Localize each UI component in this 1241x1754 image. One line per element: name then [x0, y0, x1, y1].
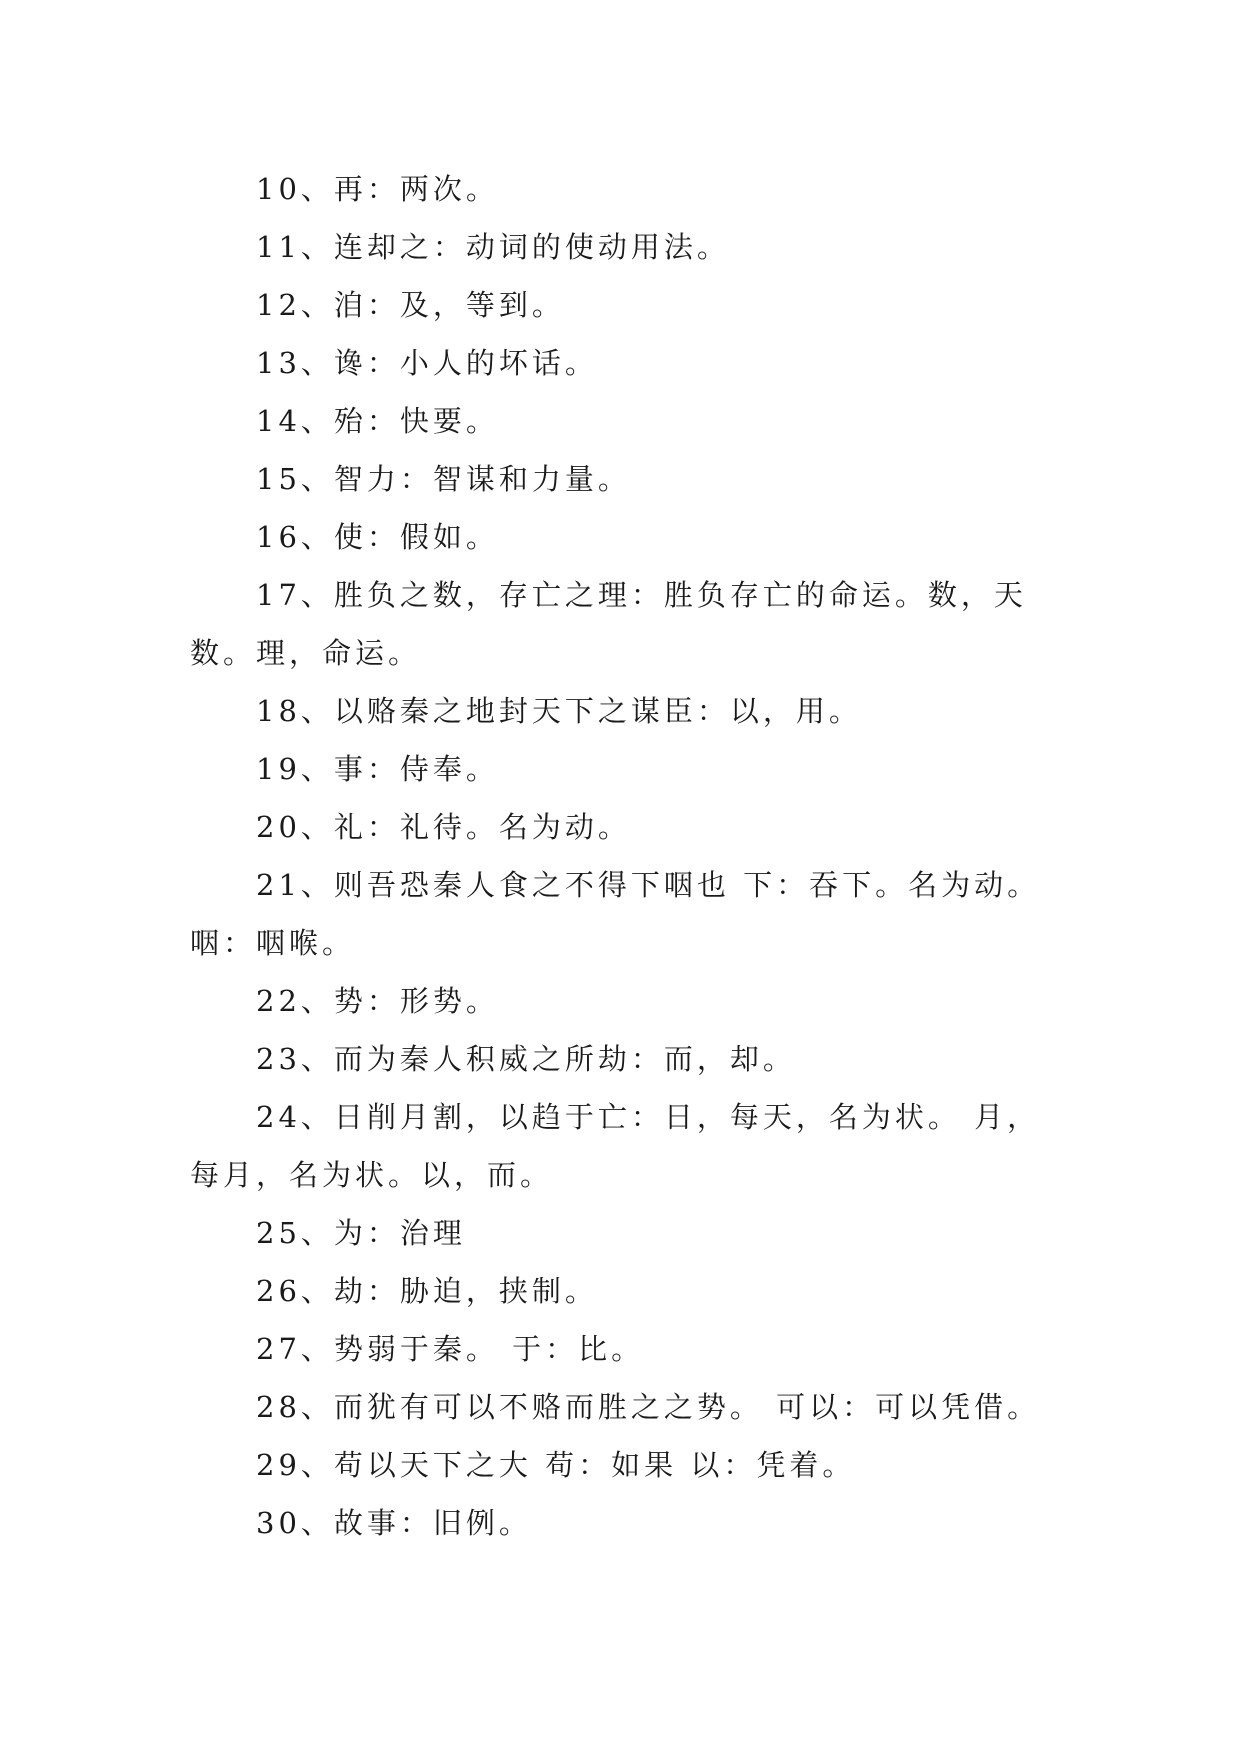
annotation-item-14: 14、殆：快要。 [256, 404, 499, 438]
annotation-item-22: 22、势：形势。 [256, 984, 499, 1018]
annotation-item-29: 29、苟以天下之大 苟：如果 以：凭着。 [256, 1448, 856, 1482]
annotation-list [190, 160, 1070, 1552]
annotation-item-11: 11、连却之：动词的使动用法。 [256, 230, 730, 264]
annotation-item-15: 15、智力：智谋和力量。 [256, 462, 631, 496]
annotation-item-12: 12、洎：及，等到。 [256, 288, 565, 322]
annotation-item-24: 24、日削月割，以趋于亡：日，每天，名为状。 月，每月，名为状。以，而。 [190, 1100, 1041, 1192]
annotation-item-13: 13、谗：小人的坏话。 [256, 346, 598, 380]
annotation-item-16: 16、使：假如。 [256, 520, 499, 554]
annotation-item-28: 28、而犹有可以不赂而胜之之势。 可以：可以凭借。 [256, 1390, 1041, 1424]
annotation-item-27: 27、势弱于秦。 于：比。 [256, 1332, 645, 1366]
annotation-item-19: 19、事：侍奉。 [256, 752, 499, 786]
annotation-item-23: 23、而为秦人积威之所劫：而，却。 [256, 1042, 796, 1076]
annotation-item-21: 21、则吾恐秦人食之不得下咽也 下：吞下。名为动。咽：咽喉。 [190, 868, 1041, 960]
annotation-item-20: 20、礼：礼待。名为动。 [256, 810, 631, 844]
annotation-item-17: 17、胜负之数，存亡之理：胜负存亡的命运。数，天数。理，命运。 [190, 578, 1027, 670]
annotation-item-25: 25、为：治理 [256, 1216, 466, 1250]
annotation-item-10: 10、再：两次。 [256, 172, 499, 206]
annotation-item-30: 30、故事：旧例。 [256, 1506, 532, 1540]
annotation-item-26: 26、劫：胁迫，挟制。 [256, 1274, 598, 1308]
annotation-item-18: 18、以赂秦之地封天下之谋臣：以，用。 [256, 694, 862, 728]
